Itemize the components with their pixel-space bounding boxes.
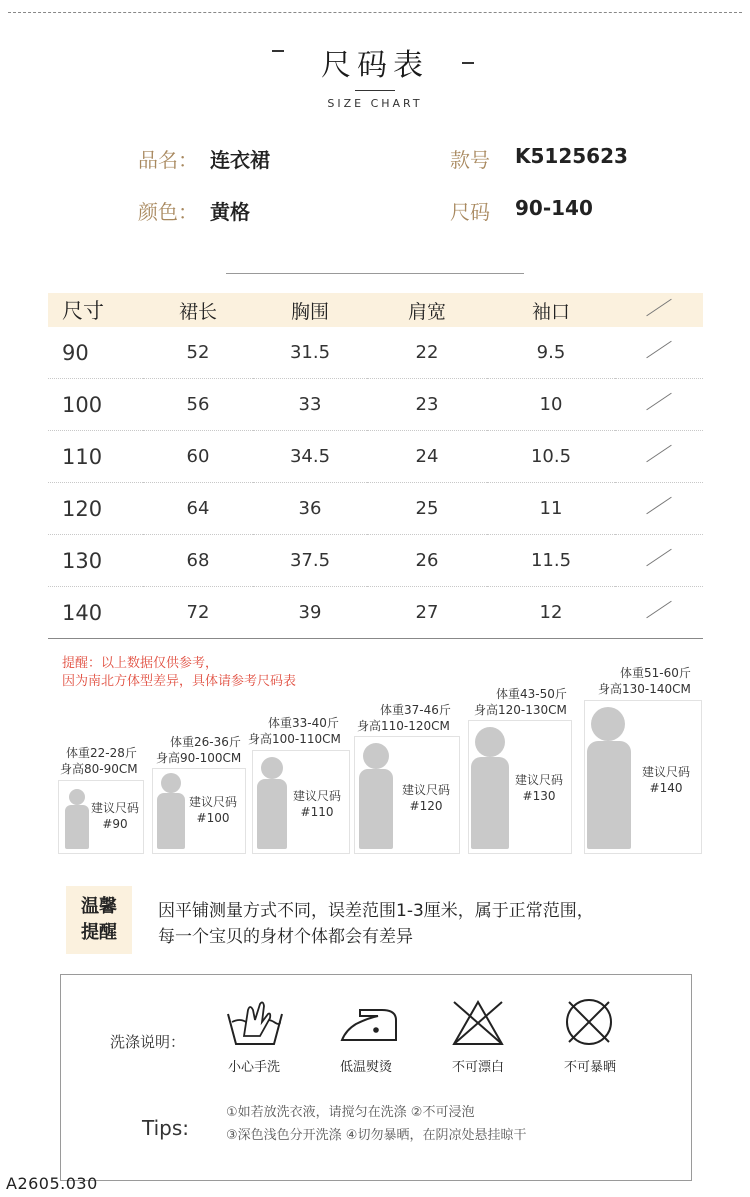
slash-mark (646, 299, 672, 317)
cell-shoulder: 25 (367, 483, 487, 535)
product-color: 黄格 (210, 200, 250, 224)
kid-weight: 体重37-46斤 (380, 703, 451, 717)
slash-mark (646, 393, 672, 411)
table-row (48, 483, 703, 535)
kid-height: 身高90-100CM (156, 751, 242, 765)
warm-tip-badge-line1: 温馨 (81, 896, 117, 917)
cell-bust: 36 (253, 483, 367, 535)
warm-tip-line-1: 因平铺测量方式不同，误差范围1-3厘米，属于正常范围， (158, 901, 594, 921)
top-dashed-border (8, 12, 742, 13)
cell-bust: 37.5 (253, 535, 367, 587)
header-skirt-length: 裙长 (143, 293, 253, 327)
kid-card (252, 750, 350, 854)
cell-empty (615, 535, 703, 587)
cell-empty (615, 431, 703, 483)
page-subtitle: SIZE CHART (327, 97, 423, 110)
header-shoulder: 肩宽 (367, 293, 487, 327)
cell-size: 90 (48, 327, 143, 379)
cell-skirt-length: 52 (143, 327, 253, 379)
cell-size: 130 (48, 535, 143, 587)
cell-size: 140 (48, 587, 143, 639)
child-silhouette-icon (591, 707, 625, 741)
cell-empty (615, 379, 703, 431)
warm-tip-badge (66, 886, 132, 954)
kid-suggest-label: 建议尺码 (292, 789, 341, 803)
product-name: 连衣裙 (210, 148, 270, 172)
cell-cuff: 12 (487, 587, 615, 639)
cell-shoulder: 26 (367, 535, 487, 587)
tips-label: Tips: (142, 1116, 190, 1140)
kid-suggest-label: 建议尺码 (514, 773, 563, 787)
cell-bust: 31.5 (253, 327, 367, 379)
kid-height: 身高100-110CM (248, 732, 341, 746)
header-bust: 胸围 (253, 293, 367, 327)
child-silhouette-icon (69, 789, 85, 805)
header-empty-cell (615, 293, 703, 327)
kid-card (468, 720, 572, 854)
kid-height: 身高80-90CM (60, 762, 138, 776)
child-silhouette-icon (261, 757, 283, 779)
kid-suggest-size: #110 (300, 805, 334, 819)
kid-suggest-label: 建议尺码 (641, 765, 690, 779)
no-sun-icon (563, 996, 615, 1048)
tip-line-2: ③深色浅色分开洗涤 ④切勿暴晒，在阴凉处悬挂晾干 (226, 1128, 527, 1143)
care-label: 洗涤说明： (110, 1033, 186, 1051)
child-silhouette-body (157, 793, 185, 849)
title-underline (355, 90, 395, 91)
cell-skirt-length: 68 (143, 535, 253, 587)
product-color-label: 颜色： (138, 200, 198, 224)
hand-wash-icon (222, 1000, 288, 1048)
cell-skirt-length: 72 (143, 587, 253, 639)
cell-shoulder: 27 (367, 587, 487, 639)
cell-cuff: 10 (487, 379, 615, 431)
cell-cuff: 11.5 (487, 535, 615, 587)
child-silhouette-body (471, 757, 509, 849)
size-table (48, 293, 703, 639)
kid-card (354, 736, 460, 854)
product-size-range: 90-140 (515, 196, 593, 220)
cell-skirt-length: 56 (143, 379, 253, 431)
header-cuff: 袖口 (487, 293, 615, 327)
kid-weight: 体重43-50斤 (496, 687, 567, 701)
page-title: 尺码表 (321, 48, 429, 83)
cell-cuff: 11 (487, 483, 615, 535)
kid-weight: 体重26-36斤 (170, 735, 241, 749)
warm-tip-badge-line2: 提醒 (81, 922, 117, 943)
tip-line-1: ①如若放洗衣液，请搅匀在洗涤 ②不可浸泡 (226, 1105, 475, 1120)
table-row (48, 431, 703, 483)
kid-height: 身高130-140CM (598, 682, 691, 696)
kid-suggest-size: #100 (196, 811, 230, 825)
slash-mark (646, 341, 672, 359)
kid-weight: 体重33-40斤 (268, 716, 339, 730)
reminder-line-1: 提醒：以上数据仅供参考， (62, 656, 219, 671)
kid-suggest-size: #140 (649, 781, 683, 795)
no-bleach-caption: 不可漂白 (451, 1060, 504, 1075)
kid-suggest-label: 建议尺码 (90, 801, 139, 815)
product-name-label: 品名： (138, 148, 198, 172)
slash-mark (646, 601, 672, 619)
low-iron-icon (338, 1000, 404, 1048)
kid-suggest-size: #120 (409, 799, 443, 813)
header-size: 尺寸 (48, 293, 143, 327)
product-model-label: 款号 (450, 148, 490, 172)
cell-bust: 33 (253, 379, 367, 431)
table-row (48, 535, 703, 587)
kid-suggest-label: 建议尺码 (188, 795, 237, 809)
child-silhouette-icon (161, 773, 181, 793)
low-iron-caption: 低温熨烫 (339, 1060, 392, 1075)
cell-size: 100 (48, 379, 143, 431)
child-silhouette-icon (363, 743, 389, 769)
kid-suggest-label: 建议尺码 (401, 783, 450, 797)
kid-suggest-size: #90 (102, 817, 128, 831)
cell-cuff: 10.5 (487, 431, 615, 483)
cell-shoulder: 22 (367, 327, 487, 379)
product-size-label: 尺码 (450, 200, 490, 224)
no-bleach-icon (452, 998, 504, 1048)
table-row (48, 379, 703, 431)
kid-card (58, 780, 144, 854)
cell-cuff: 9.5 (487, 327, 615, 379)
cell-shoulder: 24 (367, 431, 487, 483)
cell-empty (615, 587, 703, 639)
size-table-header (48, 293, 703, 327)
hand-wash-caption: 小心手洗 (227, 1060, 280, 1075)
product-model: K5125623 (515, 144, 628, 168)
slash-mark (646, 549, 672, 567)
cell-empty (615, 483, 703, 535)
child-silhouette-body (587, 741, 631, 849)
child-silhouette-icon (475, 727, 505, 757)
cell-empty (615, 327, 703, 379)
kid-height: 身高120-130CM (474, 703, 567, 717)
child-silhouette-body (65, 805, 89, 849)
slash-mark (646, 445, 672, 463)
cell-bust: 39 (253, 587, 367, 639)
no-sun-caption: 不可暴晒 (563, 1060, 616, 1075)
slash-mark (646, 497, 672, 515)
cell-shoulder: 23 (367, 379, 487, 431)
kid-card (152, 768, 246, 854)
cell-skirt-length: 60 (143, 431, 253, 483)
title-dash-right (462, 62, 474, 64)
warm-tip-line-2: 每一个宝贝的身材个体都会有差异 (158, 927, 413, 947)
table-row (48, 587, 703, 639)
section-divider (226, 273, 524, 274)
cell-size: 120 (48, 483, 143, 535)
kid-weight: 体重51-60斤 (620, 666, 691, 680)
kid-weight: 体重22-28斤 (66, 746, 137, 760)
child-silhouette-body (359, 769, 393, 849)
child-silhouette-body (257, 779, 287, 849)
cell-size: 110 (48, 431, 143, 483)
reminder-line-2: 因为南北方体型差异，具体请参考尺码表 (62, 674, 297, 689)
kid-height: 身高110-120CM (357, 719, 450, 733)
table-row (48, 327, 703, 379)
kid-card (584, 700, 702, 854)
cell-skirt-length: 64 (143, 483, 253, 535)
product-code: A2605.030 (6, 1174, 98, 1193)
cell-bust: 34.5 (253, 431, 367, 483)
kid-suggest-size: #130 (522, 789, 556, 803)
